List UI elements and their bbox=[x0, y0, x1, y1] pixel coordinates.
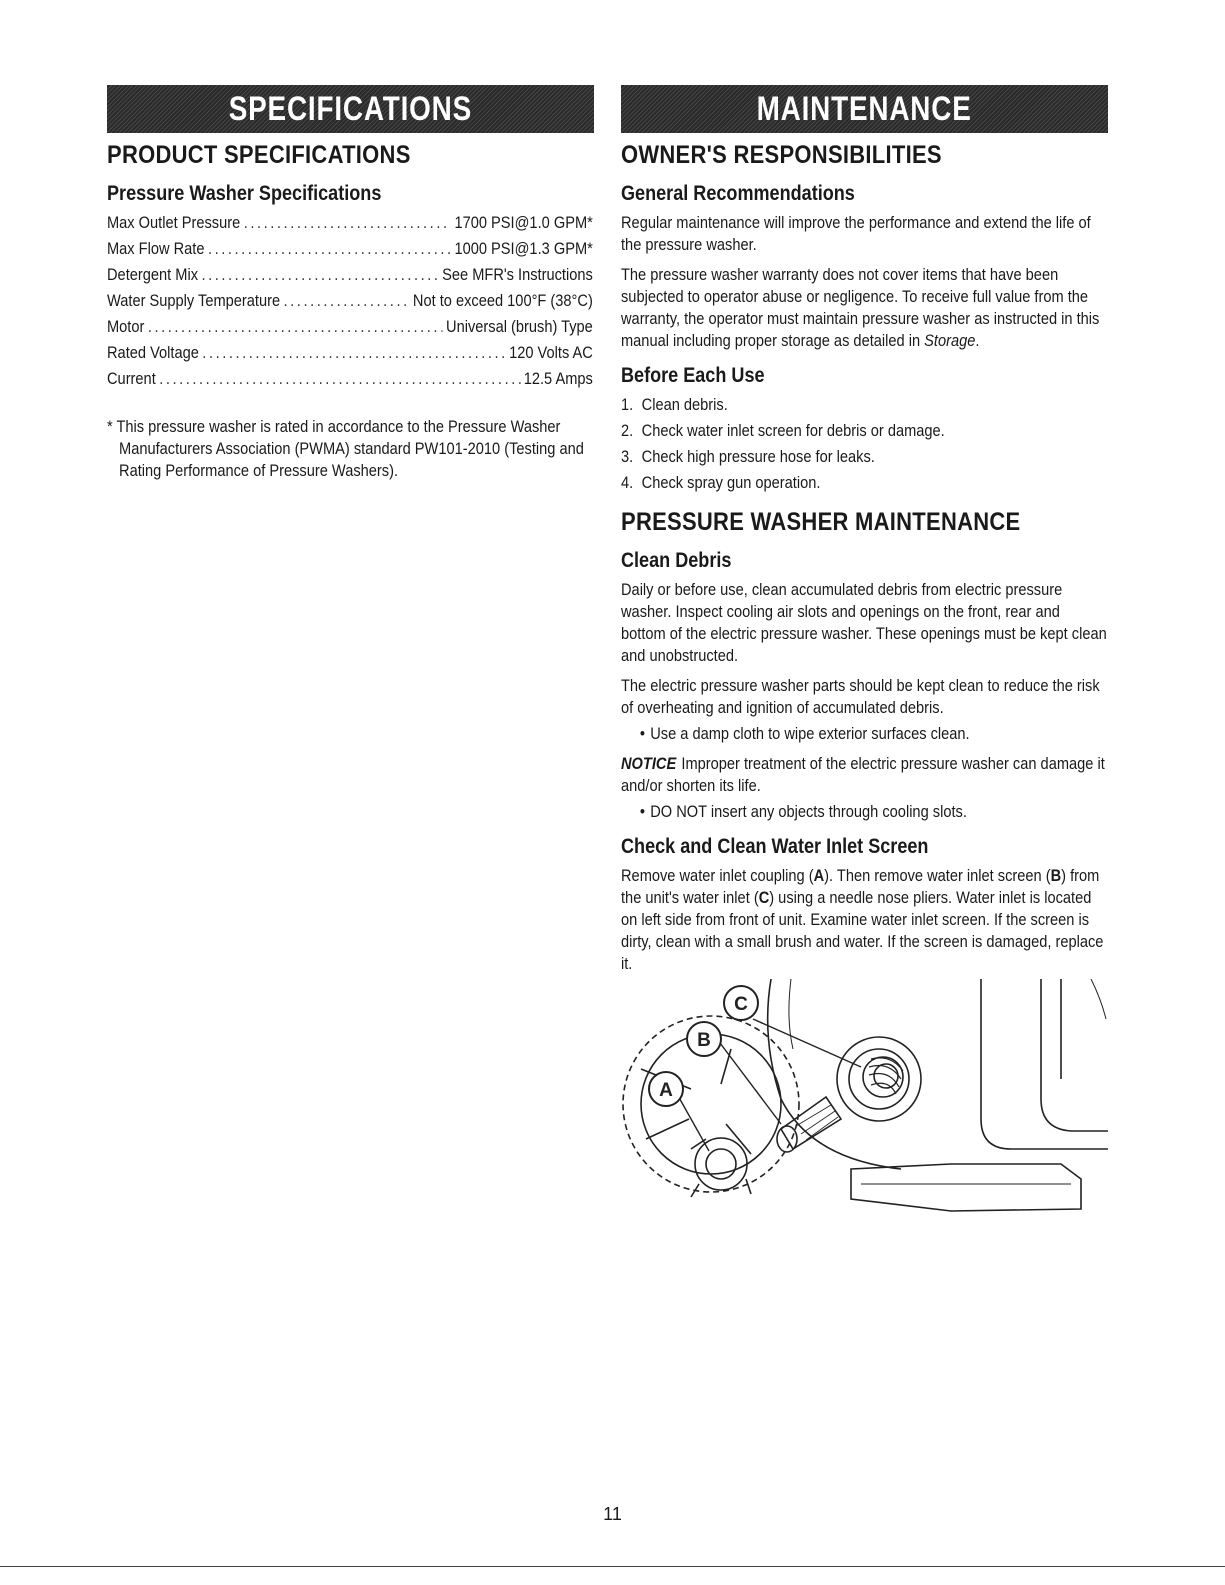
bullet-icon: • bbox=[639, 802, 646, 821]
general-paragraph-2-text: The pressure washer warranty does not cover items that have been subjected to operator abuse or negligence. To receive full value from the warranty, the operator must maintain pressure washer as instructed in this manual including proper storage as detailed in bbox=[621, 265, 1100, 350]
page-number: 11 bbox=[603, 1504, 622, 1524]
specifications-banner-text: SPECIFICATIONS bbox=[228, 90, 473, 128]
callout-a-label: A bbox=[659, 1080, 673, 1101]
list-number: 3. bbox=[621, 447, 634, 466]
water-inlet-illustration bbox=[621, 979, 1108, 1224]
list-item bbox=[621, 723, 1107, 745]
list-text: Check high pressure hose for leaks. bbox=[641, 447, 875, 466]
list-item bbox=[621, 420, 1107, 442]
general-paragraph-2 bbox=[621, 264, 1107, 352]
spec-row bbox=[107, 316, 593, 342]
spec-label: Current bbox=[107, 369, 156, 388]
maintenance-banner-text: MAINTENANCE bbox=[756, 90, 973, 128]
notice-paragraph bbox=[621, 753, 1107, 797]
spec-label: Max Flow Rate bbox=[107, 239, 205, 258]
spec-table bbox=[107, 212, 593, 394]
inlet-text: Remove water inlet coupling ( bbox=[621, 866, 814, 885]
ref-a: A bbox=[813, 866, 825, 885]
inlet-text: ). Then remove water inlet screen ( bbox=[824, 866, 1051, 885]
owners-responsibilities-heading: OWNER'S RESPONSIBILITIES bbox=[621, 141, 942, 169]
spec-row bbox=[107, 368, 593, 394]
inlet-text: ) using a needle nose pliers. Water inlet is located on left side from front of unit. Examine water inlet screen. If the screen is dirty, clean with a small brush and water. If the screen is damaged, replace it. bbox=[621, 888, 1104, 973]
pressure-washer-maintenance-heading: PRESSURE WASHER MAINTENANCE bbox=[621, 508, 1021, 536]
leader-dots bbox=[284, 290, 410, 312]
list-text: Check spray gun operation. bbox=[641, 473, 821, 492]
spec-value: Universal (brush) Type bbox=[446, 317, 593, 336]
ref-b: B bbox=[1050, 866, 1062, 885]
leader-dots bbox=[208, 238, 451, 260]
spec-label: Rated Voltage bbox=[107, 343, 199, 362]
specifications-column bbox=[107, 85, 594, 482]
notice-bullets bbox=[621, 801, 1107, 823]
spec-row bbox=[107, 264, 593, 290]
spec-label: Water Supply Temperature bbox=[107, 291, 281, 310]
clean-debris-paragraph-1: Daily or before use, clean accumulated debris from electric pressure washer. Inspect cooling air slots and openings on the front, rear and bottom of the electric pressure washer. These openings must be kept clean and unobstructed. bbox=[621, 580, 1107, 665]
spec-value: 1000 PSI@1.3 GPM* bbox=[454, 239, 593, 258]
storage-reference: Storage bbox=[924, 331, 976, 350]
list-number: 1. bbox=[621, 395, 634, 414]
pwma-footnote: * This pressure washer is rated in accordance to the Pressure Washer Manufacturers Association (PWMA) standard PW101-2010 (Testing and Rating Performance of Pressure Washers). bbox=[107, 417, 584, 480]
before-use-list bbox=[621, 394, 1107, 494]
specifications-banner bbox=[107, 85, 594, 133]
spec-row bbox=[107, 238, 593, 264]
pressure-washer-specifications-heading: Pressure Washer Specifications bbox=[107, 182, 382, 205]
list-item bbox=[621, 446, 1107, 468]
notice-label: NOTICE bbox=[621, 754, 677, 773]
notice-text: Improper treatment of the electric pressure washer can damage it and/or shorten its life. bbox=[621, 754, 1105, 795]
list-text: Clean debris. bbox=[641, 395, 728, 414]
leader-dots bbox=[201, 264, 438, 286]
bullet-text: Use a damp cloth to wipe exterior surfaces clean. bbox=[650, 724, 970, 743]
list-item bbox=[621, 801, 1107, 823]
clean-debris-paragraph-2: The electric pressure washer parts should be kept clean to reduce the risk of overheating and ignition of accumulated debris. bbox=[621, 676, 1100, 717]
clean-debris-heading: Clean Debris bbox=[621, 549, 732, 572]
leader-dots bbox=[159, 368, 520, 390]
list-item bbox=[621, 472, 1107, 494]
list-text: Check water inlet screen for debris or damage. bbox=[641, 421, 945, 440]
product-specifications-heading: PRODUCT SPECIFICATIONS bbox=[107, 141, 411, 169]
spec-value: 12.5 Amps bbox=[523, 369, 593, 388]
maintenance-banner bbox=[621, 85, 1108, 133]
spec-value: 1700 PSI@1.0 GPM* bbox=[454, 213, 593, 232]
spec-row bbox=[107, 290, 593, 316]
spec-value: Not to exceed 100°F (38°C) bbox=[412, 291, 593, 310]
bottom-rule bbox=[0, 1566, 1225, 1567]
maintenance-column bbox=[621, 85, 1108, 1229]
leader-dots bbox=[148, 316, 443, 338]
water-inlet-screen-heading: Check and Clean Water Inlet Screen bbox=[621, 835, 929, 858]
ref-c: C bbox=[758, 888, 770, 907]
callout-b-label: B bbox=[697, 1030, 711, 1051]
spec-label: Detergent Mix bbox=[107, 265, 199, 284]
general-paragraph-1: Regular maintenance will improve the performance and extend the life of the pressure washer. bbox=[621, 213, 1091, 254]
spec-row bbox=[107, 212, 593, 238]
list-number: 4. bbox=[621, 473, 634, 492]
water-inlet-paragraph bbox=[621, 865, 1107, 975]
leader-dots bbox=[244, 212, 451, 234]
before-each-use-heading: Before Each Use bbox=[621, 364, 765, 387]
spec-value: See MFR's Instructions bbox=[442, 265, 593, 284]
spec-row bbox=[107, 342, 593, 368]
inlet-text: ) from the unit's water inlet ( bbox=[621, 866, 1100, 907]
spec-value: 120 Volts AC bbox=[509, 343, 593, 362]
clean-debris-bullets bbox=[621, 723, 1107, 745]
leader-dots bbox=[202, 342, 505, 364]
general-paragraph-2-end: . bbox=[975, 331, 980, 350]
bullet-icon: • bbox=[639, 724, 646, 743]
list-number: 2. bbox=[621, 421, 634, 440]
bullet-text: DO NOT insert any objects through cooling slots. bbox=[650, 802, 967, 821]
general-recommendations-heading: General Recommendations bbox=[621, 182, 855, 205]
spec-label: Motor bbox=[107, 317, 145, 336]
list-item bbox=[621, 394, 1107, 416]
spec-label: Max Outlet Pressure bbox=[107, 213, 241, 232]
callout-c-label: C bbox=[734, 994, 748, 1015]
